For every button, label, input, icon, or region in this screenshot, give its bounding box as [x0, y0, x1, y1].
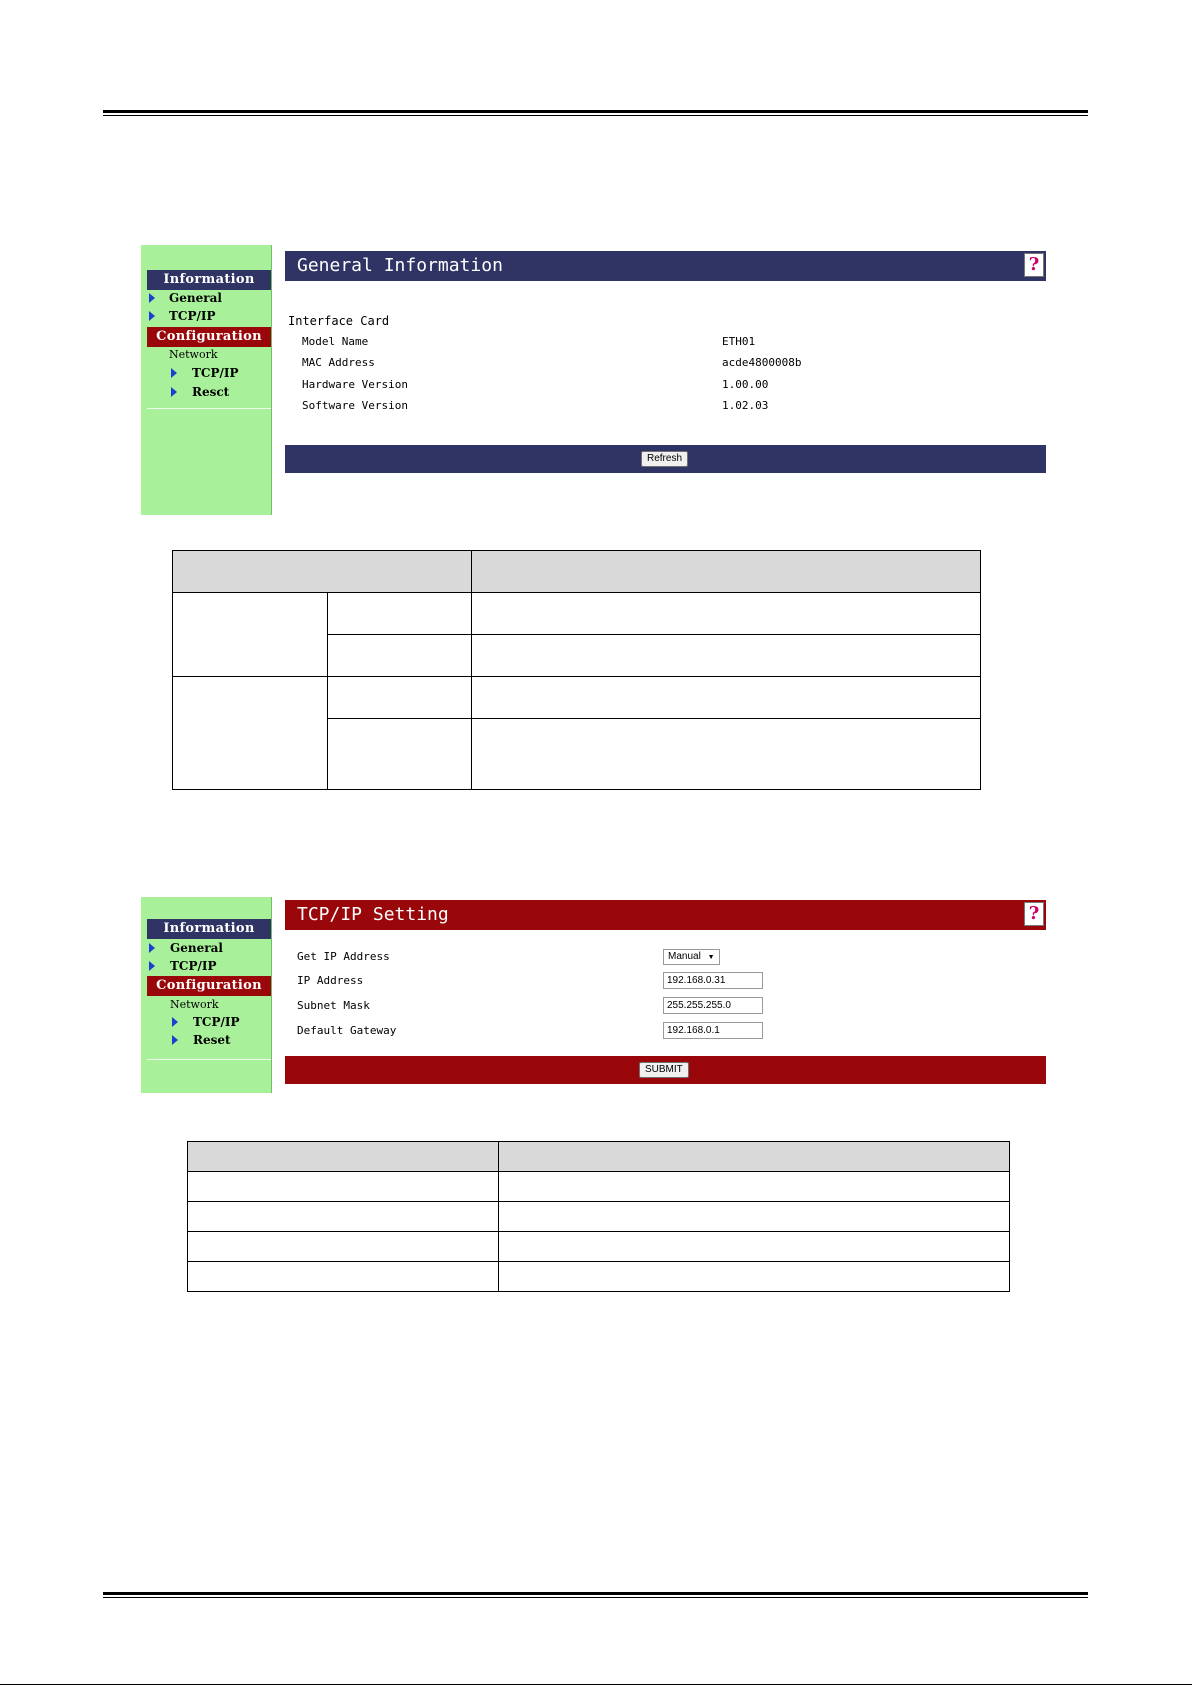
subnet-mask-label: Subnet Mask — [297, 999, 370, 1012]
arrow-right-icon — [171, 387, 177, 397]
sidebar-item-tcpip[interactable]: TCP/IP — [170, 959, 217, 973]
sidebar-network-label: Network — [169, 348, 218, 361]
arrow-right-icon — [171, 368, 177, 378]
software-version-label: Software Version — [302, 399, 408, 412]
table-cell — [499, 1262, 1010, 1292]
table-cell — [328, 635, 472, 677]
sidebar-subitem-tcpip[interactable]: TCP/IP — [193, 1015, 240, 1029]
bottom-rule-thin — [103, 1597, 1088, 1598]
sidebar-configuration-header: Configuration — [147, 976, 271, 996]
refresh-button[interactable]: Refresh — [641, 451, 688, 467]
sidebar-divider — [147, 1059, 271, 1060]
table-cell — [173, 677, 328, 790]
table-cell — [188, 1262, 499, 1292]
default-gateway-field[interactable]: 192.168.0.1 — [663, 1022, 763, 1039]
arrow-right-icon — [149, 943, 155, 953]
table-cell — [499, 1232, 1010, 1262]
info-table — [172, 550, 981, 790]
table-row — [188, 1142, 1010, 1172]
sidebar-item-tcpip[interactable]: TCP/IP — [169, 309, 216, 323]
sidebar-configuration-header: Configuration — [147, 327, 271, 347]
top-rule-thin — [103, 115, 1088, 116]
settings-table — [187, 1141, 1010, 1292]
help-icon[interactable]: ? — [1024, 253, 1044, 277]
arrow-right-icon — [149, 961, 155, 971]
sidebar-subitem-reset[interactable]: Resct — [192, 385, 230, 399]
table-cell — [328, 719, 472, 790]
table-cell — [188, 1172, 499, 1202]
table-cell — [472, 593, 981, 635]
sidebar-information-header: Information — [147, 270, 271, 290]
get-ip-address-value: Manual — [668, 951, 701, 962]
table-cell — [328, 593, 472, 635]
table-cell — [188, 1232, 499, 1262]
sidebar-item-general[interactable]: General — [170, 941, 223, 955]
table-cell — [499, 1142, 1010, 1172]
sidebar-information-header: Information — [147, 919, 271, 939]
top-rule-thick — [103, 110, 1088, 113]
table-cell — [472, 719, 981, 790]
page-title: General Information — [285, 251, 1046, 281]
table-row — [173, 551, 981, 593]
sidebar-item-general[interactable]: General — [169, 291, 222, 305]
table-row — [188, 1172, 1010, 1202]
table-row — [188, 1232, 1010, 1262]
table-cell — [472, 677, 981, 719]
software-version-value: 1.02.03 — [722, 399, 769, 412]
ip-address-label: IP Address — [297, 974, 364, 987]
arrow-right-icon — [172, 1017, 178, 1027]
table-row — [188, 1262, 1010, 1292]
default-gateway-label: Default Gateway — [297, 1024, 397, 1037]
model-name-label: Model Name — [302, 335, 369, 348]
table-row — [173, 677, 981, 719]
table-cell — [472, 551, 981, 593]
table-row — [188, 1202, 1010, 1232]
hardware-version-value: 1.00.00 — [722, 378, 769, 391]
bottom-rule-thick — [103, 1592, 1088, 1595]
model-name-value: ETH01 — [722, 335, 756, 348]
table-cell — [499, 1172, 1010, 1202]
help-icon[interactable]: ? — [1024, 902, 1044, 926]
page-title: TCP/IP Setting — [285, 900, 1046, 930]
get-ip-address-select[interactable] — [663, 949, 720, 965]
hardware-version-label: Hardware Version — [302, 378, 408, 391]
general-information-screenshot — [141, 245, 1046, 515]
mac-address-value: acde4800008b — [722, 356, 802, 369]
table-cell — [328, 677, 472, 719]
sidebar-network-label: Network — [170, 998, 219, 1011]
ip-address-field[interactable]: 192.168.0.31 — [663, 972, 763, 989]
table-row — [173, 593, 981, 635]
arrow-right-icon — [172, 1035, 178, 1045]
arrow-right-icon — [149, 293, 155, 303]
table-cell — [173, 593, 328, 677]
subnet-mask-field[interactable]: 255.255.255.0 — [663, 997, 763, 1014]
get-ip-address-label: Get IP Address — [297, 950, 390, 963]
chevron-down-icon: ▼ — [707, 954, 715, 961]
table-cell — [499, 1202, 1010, 1232]
submit-button[interactable]: SUBMIT — [639, 1062, 689, 1078]
sidebar — [141, 245, 272, 515]
mac-address-label: MAC Address — [302, 356, 375, 369]
table-cell — [188, 1202, 499, 1232]
table-cell — [188, 1142, 499, 1172]
section-title: Interface Card — [288, 314, 390, 328]
sidebar — [141, 897, 272, 1093]
tcpip-setting-screenshot — [141, 897, 1046, 1093]
table-cell — [173, 551, 472, 593]
sidebar-subitem-tcpip[interactable]: TCP/IP — [192, 366, 239, 380]
sidebar-divider — [147, 408, 271, 409]
table-cell — [472, 635, 981, 677]
sidebar-subitem-reset[interactable]: Reset — [193, 1033, 231, 1047]
arrow-right-icon — [149, 311, 155, 321]
